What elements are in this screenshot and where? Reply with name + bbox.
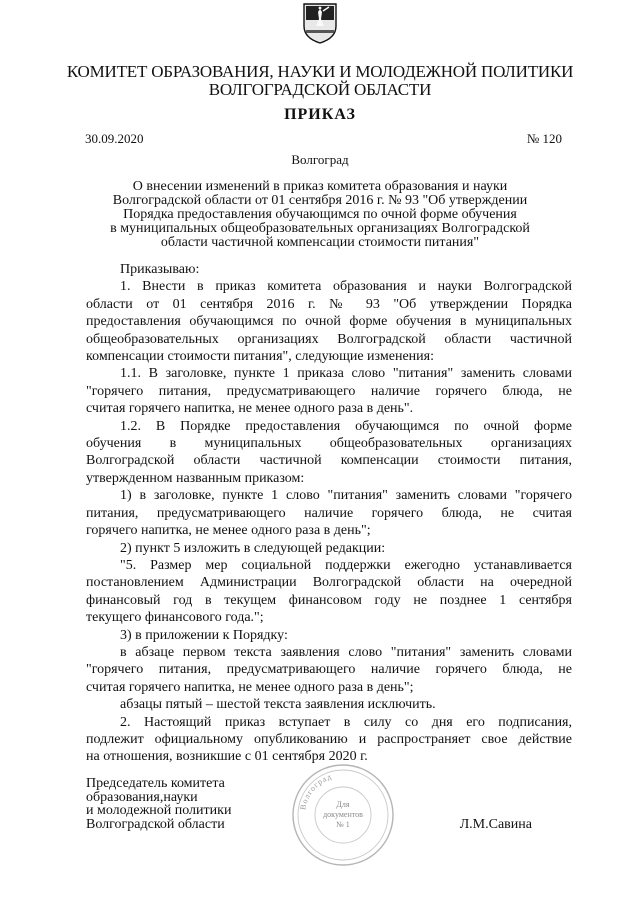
subject-line: в муниципальных общеобразовательных организациях Волгоградской — [110, 221, 530, 236]
body-line: Приказываю: — [120, 262, 200, 277]
body-line: общеобразовательных организациях Волгоградской области частичной — [86, 331, 572, 347]
stamp-ring-text: Волгоград — [298, 771, 334, 811]
order-number: № 120 — [526, 131, 562, 146]
stamp-text-line: документов — [323, 810, 363, 819]
body-line: "5. Размер мер социальной поддержки ежегодно устанавливается — [120, 557, 572, 573]
body-line: 2. Настоящий приказ вступает в силу со дня его подписания, — [120, 714, 572, 730]
body-line: абзацы пятый – шестой текста заявления исключить. — [120, 697, 436, 713]
body-line: 3) в приложении к Порядку: — [120, 627, 288, 643]
signatory-position-line: образования,науки — [86, 789, 198, 805]
subject-line: Порядка предоставления обучающимся по очной форме обучения — [123, 207, 517, 222]
stamp-text-line: № 1 — [336, 820, 350, 829]
organization-name-line-1: КОМИТЕТ ОБРАЗОВАНИЯ, НАУКИ И МОЛОДЕЖНОЙ ПОЛИТИКИ — [66, 62, 574, 81]
subject-line: Волгоградской области от 01 сентября 2016 г. № 93 "Об утверждении — [112, 193, 528, 208]
body-line: Волгоградской области частичной компенсации стоимости питания, — [86, 453, 572, 469]
body-line: считая горячего напитка, не менее одного раза в день"; — [86, 679, 414, 695]
body-line: на отношения, возникшие с 01 сентября 2020 г. — [86, 749, 368, 765]
body-line: 1.2. В Порядке предоставления обучающимся по очной форме — [120, 418, 572, 434]
body-line: постановлением Администрации Волгоградской области на очередной — [86, 575, 572, 591]
subject-line: области частичной компенсации стоимости питания" — [160, 235, 480, 250]
body-line: "горячего питания, предусматривающего наличие горячего блюда, не — [86, 383, 572, 399]
body-line: подлежит официальному опубликованию и распространяет свое действие — [86, 731, 572, 747]
body-line: "горячего питания, предусматривающего наличие горячего блюда, не — [86, 662, 572, 678]
subject-line: О внесении изменений в приказ комитета образования и науки — [132, 179, 508, 194]
body-line: финансовый год в текущем финансовом году не позднее 1 сентября — [86, 592, 572, 608]
stamp-text-line: Для — [336, 800, 350, 809]
official-seal-stamp — [289, 761, 397, 869]
signatory-position-line: и молодежной политики — [86, 803, 232, 818]
body-line: области от 01 сентября 2016 г. № 93 "Об утверждении Порядка — [86, 296, 572, 312]
body-line: 1. Внести в приказ комитета образования и науки Волгоградской — [120, 279, 572, 295]
body-line: предоставления обучающимся по очной форме обучения в муниципальных — [86, 314, 572, 330]
issue-city: Волгоград — [291, 152, 349, 167]
volgograd-coat-of-arms-emblem — [302, 2, 338, 44]
body-line: текущего финансового года."; — [86, 610, 264, 626]
signatory-position — [86, 777, 231, 831]
body-line: компенсации стоимости питания", следующие изменения: — [86, 349, 434, 365]
body-line: 1) в заголовке, пункте 1 слово "питания" заменить словами "горячего — [120, 488, 572, 504]
order-date: 30.09.2020 — [85, 131, 144, 146]
body-line: считая горячего напитка, не менее одного раза в день". — [86, 401, 414, 417]
body-line: 1.1. В заголовке, пункте 1 приказа слово "питания" заменить словами — [120, 366, 572, 382]
body-line: обучения в муниципальных общеобразовательных организациях — [86, 436, 572, 452]
organization-name-line-2: ВОЛГОГРАДСКОЙ ОБЛАСТИ — [208, 80, 432, 99]
signatory-name: Л.М.Савина — [459, 817, 532, 832]
order-subject — [60, 180, 580, 250]
body-line: в абзаце первом текста заявления слово "питания" заменить словами — [120, 644, 572, 660]
signatory-position-line: Волгоградской области — [86, 816, 225, 832]
signatory-position-line: Председатель комитета — [86, 776, 225, 791]
body-line: утвержденном названным приказом: — [86, 470, 305, 486]
body-line: горячего напитка, не менее одного раза в день"; — [86, 523, 371, 539]
order-body — [86, 261, 572, 766]
document-type-title: ПРИКАЗ — [284, 106, 356, 123]
body-line: 2) пункт 5 изложить в следующей редакции: — [120, 540, 386, 556]
body-line: питания, предусматривающего наличие горячего блюда, не считая — [86, 505, 572, 521]
